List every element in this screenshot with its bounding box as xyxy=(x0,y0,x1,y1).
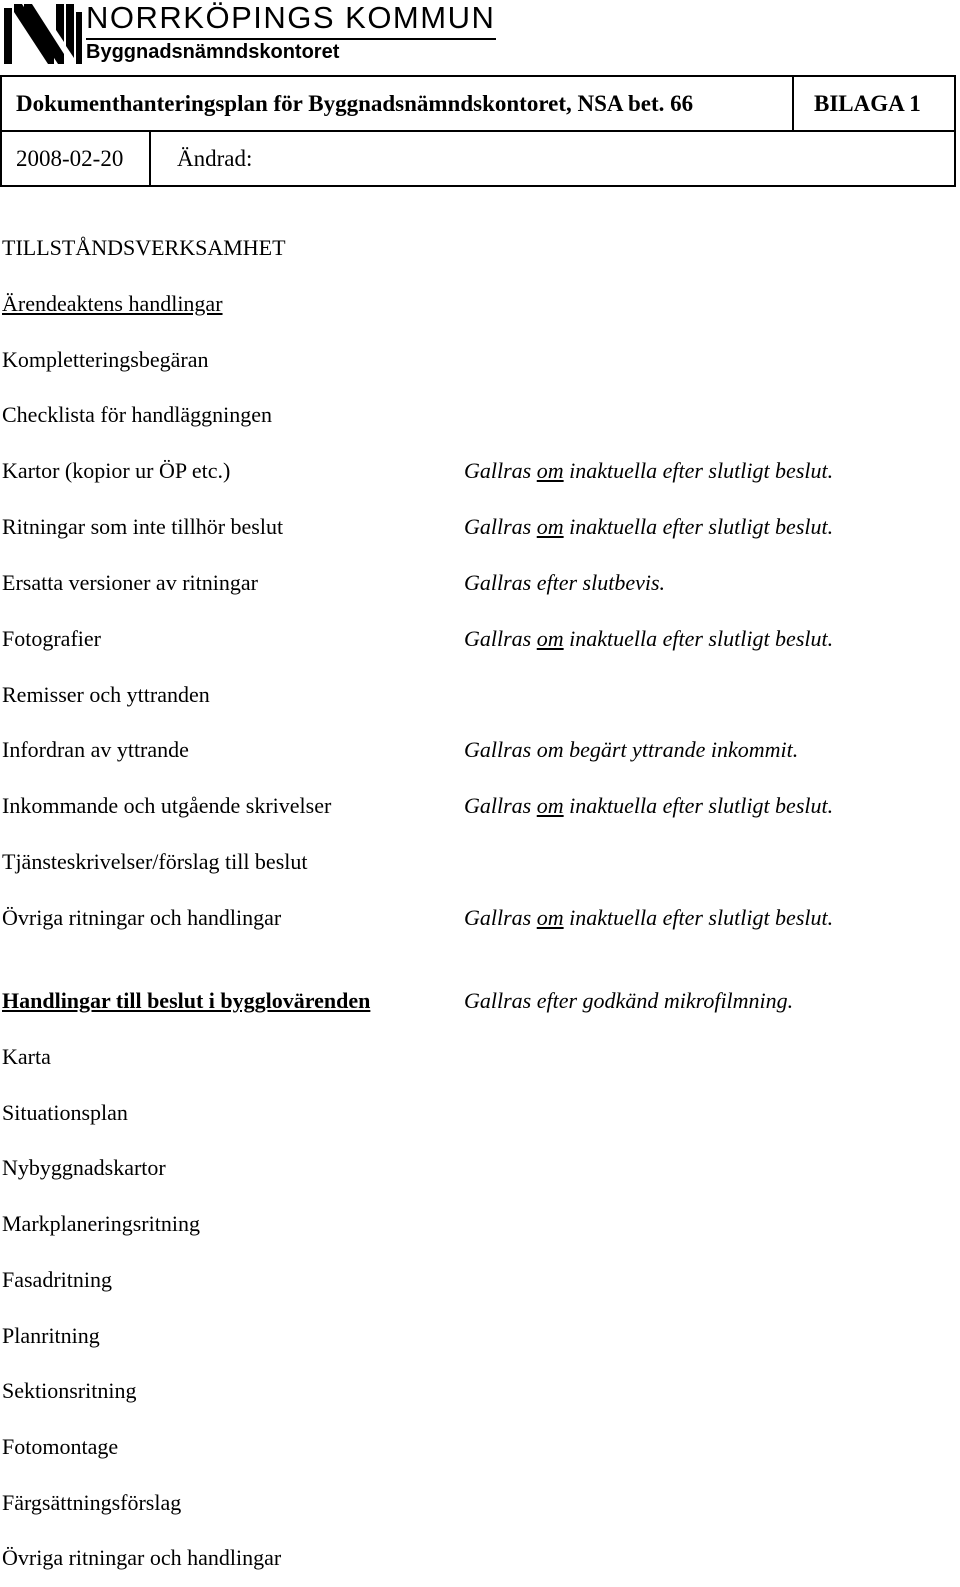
list-item: Inkommande och utgående skrivelser xyxy=(2,793,332,818)
group-heading-beslut: Handlingar till beslut i bygglovärenden xyxy=(2,988,371,1013)
retention-rule xyxy=(464,512,833,542)
rule-text: inaktuella efter slutligt beslut. xyxy=(569,626,834,651)
list-item: Remisser och yttranden xyxy=(2,682,210,707)
logo-subtitle: Byggnadsnämndskontoret xyxy=(86,41,340,63)
document-date: 2008-02-20 xyxy=(1,131,150,186)
list-item: Planritning xyxy=(2,1323,100,1348)
rule-om: om xyxy=(536,793,564,818)
list-item: Markplaneringsritning xyxy=(2,1211,200,1236)
list-item: Kompletteringsbegäran xyxy=(2,347,209,372)
list-item: Kartor (kopior ur ÖP etc.) xyxy=(2,458,231,483)
list-item: Ersatta versioner av ritningar xyxy=(2,570,258,595)
rule-word: Gallras xyxy=(464,626,532,651)
rule-om: om xyxy=(536,905,564,930)
logo-title: NORRKÖPINGS KOMMUN xyxy=(86,0,496,35)
logo-divider xyxy=(86,38,496,40)
rule-om: om xyxy=(536,514,564,539)
section-heading: TILLSTÅNDSVERKSAMHET xyxy=(2,235,286,260)
rule-text: inaktuella efter slutligt beslut. xyxy=(569,514,834,539)
rule-om: om xyxy=(536,458,564,483)
retention-rule xyxy=(464,456,833,486)
header-row-1 xyxy=(1,76,955,131)
list-item: Fotografier xyxy=(2,626,101,651)
document-header-table xyxy=(0,75,956,187)
rule-word: Gallras xyxy=(464,793,532,818)
retention-rule xyxy=(464,791,833,821)
rule-om: om xyxy=(536,626,564,651)
list-item: Situationsplan xyxy=(2,1100,128,1125)
rule-text: inaktuella efter slutligt beslut. xyxy=(569,793,834,818)
rule-word: Gallras xyxy=(464,514,532,539)
retention-rule xyxy=(464,903,833,933)
rule-text: inaktuella efter slutligt beslut. xyxy=(569,905,834,930)
list-item: Infordran av yttrande xyxy=(2,737,189,762)
group-heading-arendeakt: Ärendeaktens handlingar xyxy=(2,291,223,316)
rule-word: Gallras xyxy=(464,905,532,930)
list-item: Tjänsteskrivelser/förslag till beslut xyxy=(2,849,308,874)
retention-rule xyxy=(464,624,833,654)
changed-label: Ändrad: xyxy=(150,131,955,186)
rule-word: Gallras xyxy=(464,458,532,483)
retention-rule: Gallras efter slutbevis. xyxy=(464,570,666,595)
list-item: Ritningar som inte tillhör beslut xyxy=(2,514,284,539)
rule-text: inaktuella efter slutligt beslut. xyxy=(569,458,834,483)
list-item: Sektionsritning xyxy=(2,1378,137,1403)
list-item: Övriga ritningar och handlingar xyxy=(2,1545,282,1570)
appendix-label: BILAGA 1 xyxy=(793,76,955,131)
retention-rule: Gallras om begärt yttrande inkommit. xyxy=(464,737,799,762)
list-item: Checklista för handläggningen xyxy=(2,402,273,427)
kommun-logo xyxy=(2,2,522,66)
retention-rule: Gallras efter godkänd mikrofilmning. xyxy=(464,988,794,1013)
list-item: Fasadritning xyxy=(2,1267,112,1292)
list-item: Karta xyxy=(2,1044,51,1069)
norrkoping-logo-icon xyxy=(2,2,84,66)
list-item: Fotomontage xyxy=(2,1434,119,1459)
list-item: Färgsättningsförslag xyxy=(2,1490,182,1515)
list-item: Övriga ritningar och handlingar xyxy=(2,905,282,930)
header-row-2 xyxy=(1,131,955,186)
document-title: Dokumenthanteringsplan för Byggnadsnämndskontoret, NSA bet. 66 xyxy=(1,76,793,131)
list-item: Nybyggnadskartor xyxy=(2,1155,166,1180)
